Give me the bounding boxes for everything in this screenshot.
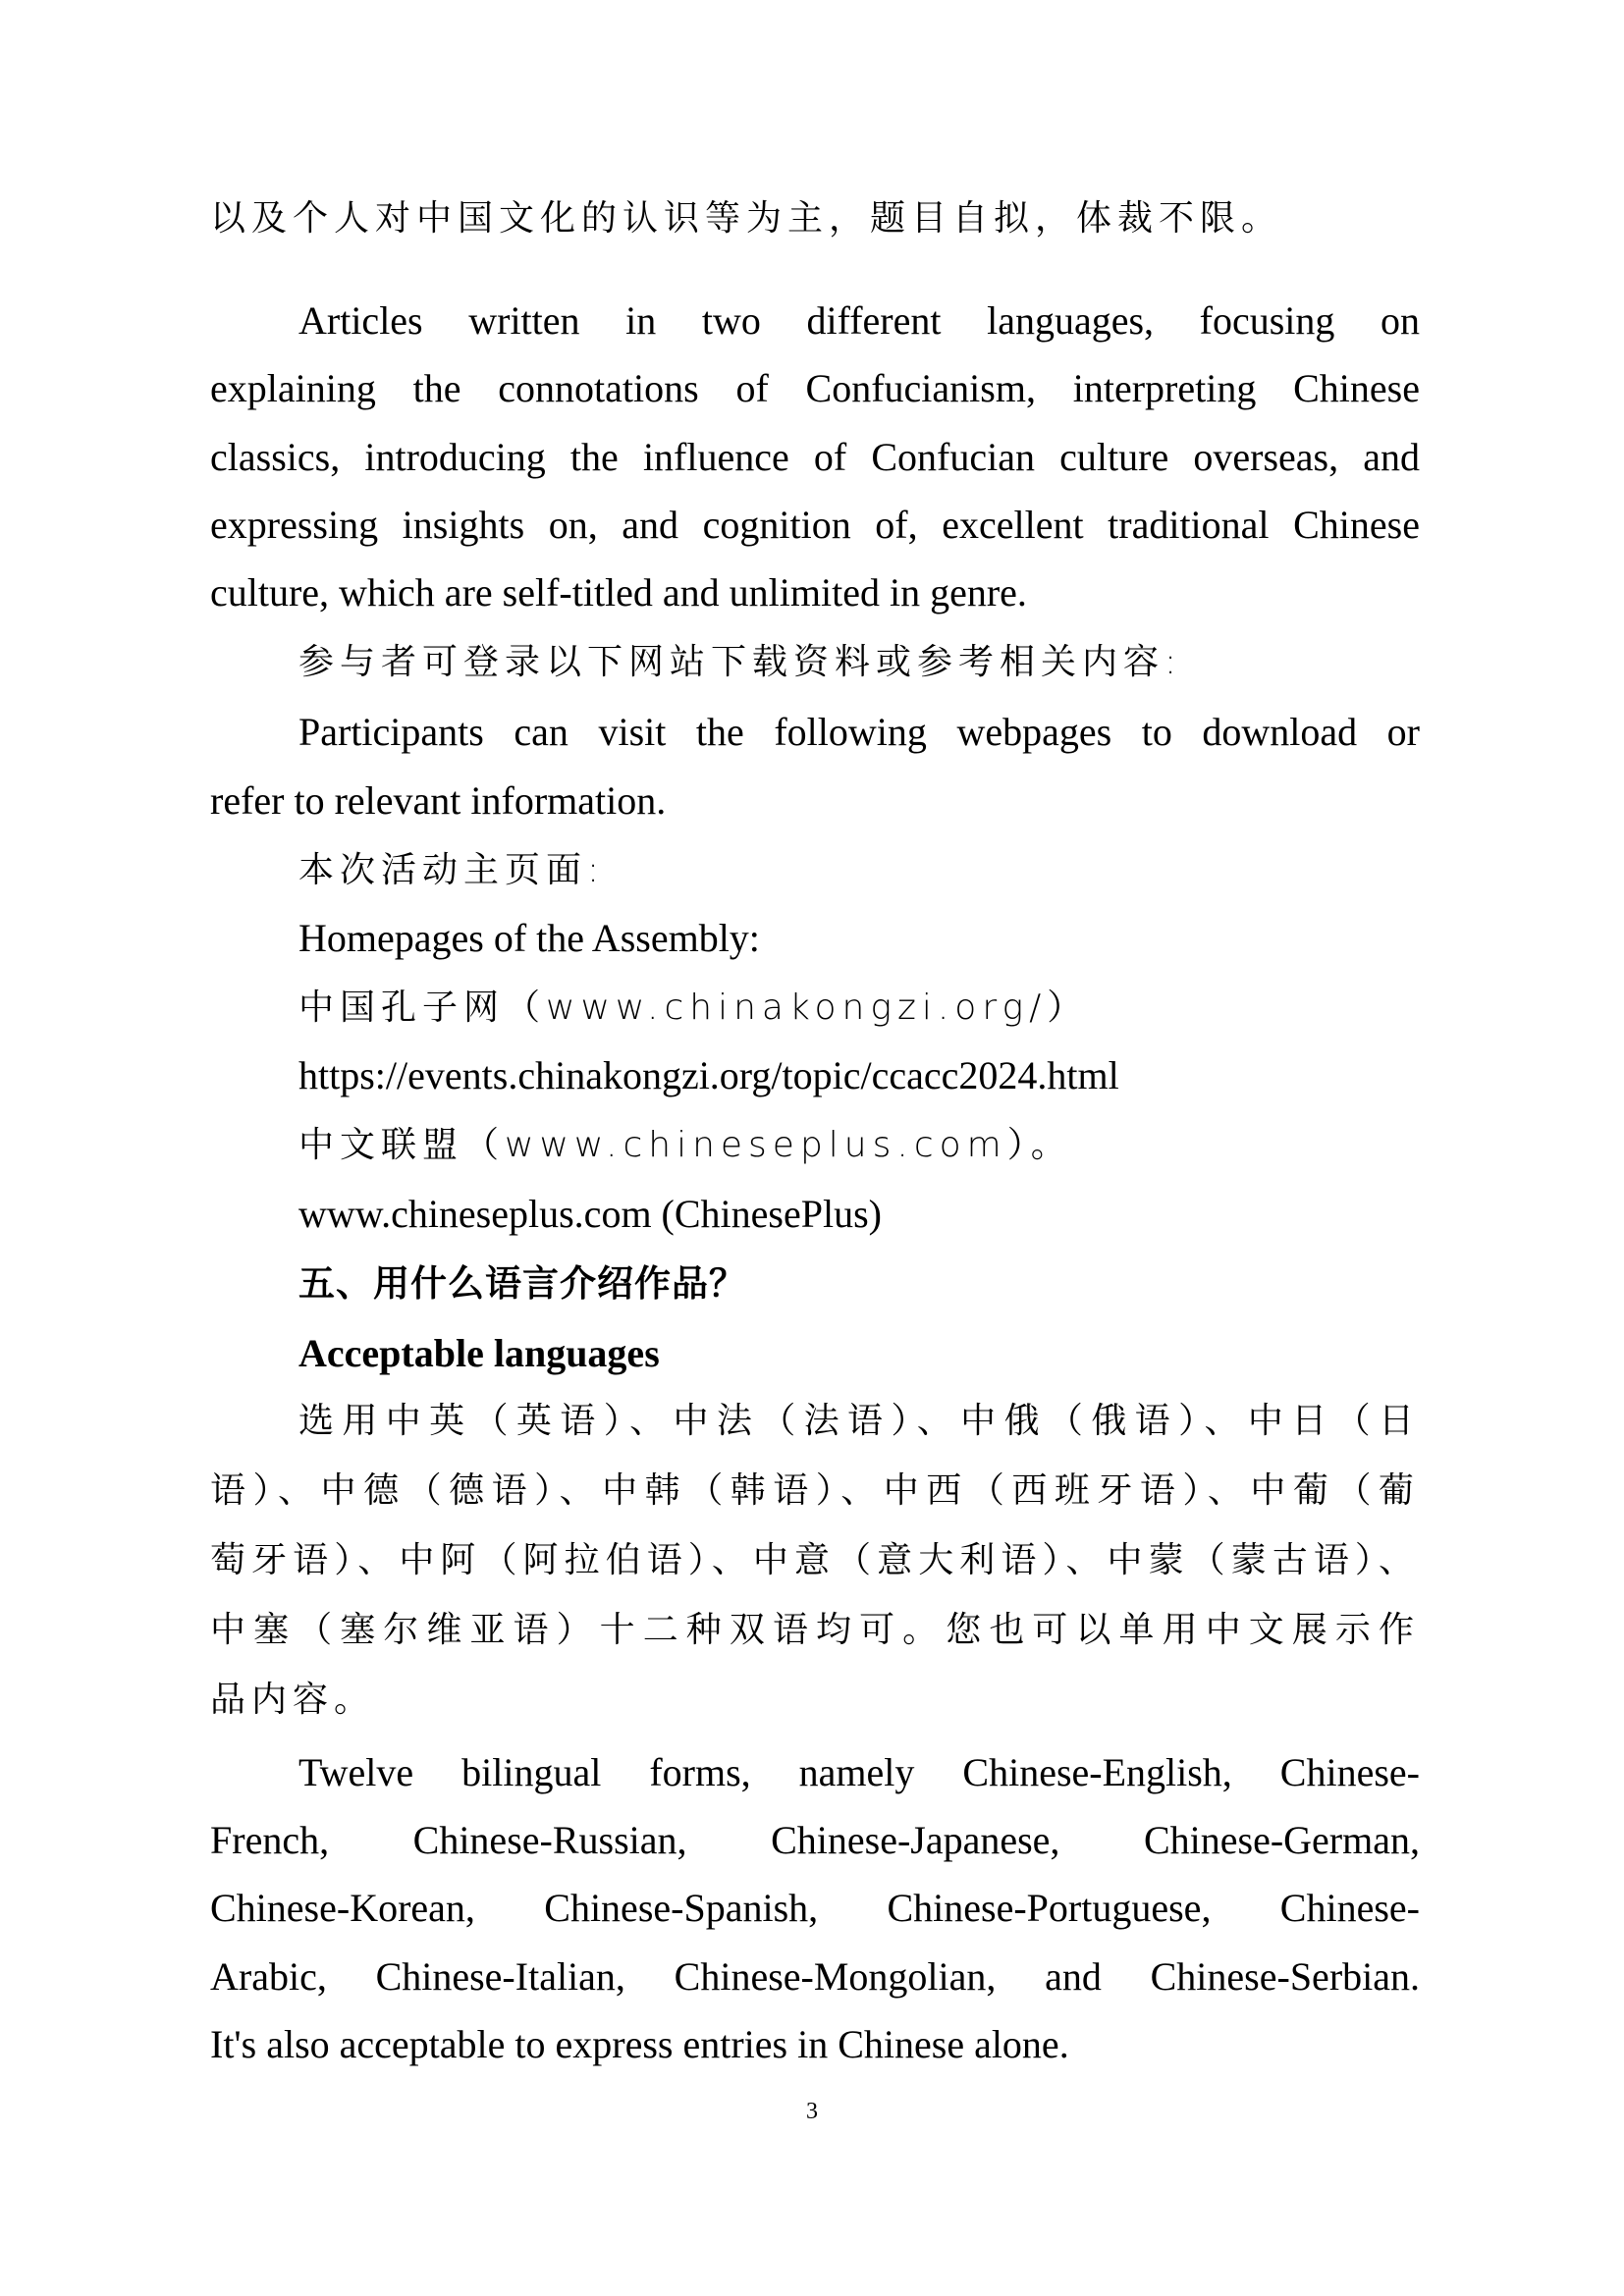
section-heading-en: Acceptable languages bbox=[298, 1331, 660, 1375]
paragraph-line-en-articles: Articles written in two different languages, focusing on bbox=[298, 298, 1420, 343]
paragraph-line-en-languages: It's also acceptable to express entries in Chinese alone. bbox=[210, 2022, 1069, 2066]
paragraph-line-cn-languages: 语）、中德（德语）、中韩（韩语）、中西（西班牙语）、中葡（葡 bbox=[210, 1470, 1420, 1511]
paragraph-line-en-participants: Participants can visit the following webpages to download or bbox=[298, 710, 1420, 754]
link-event-page[interactable]: https://events.chinakongzi.org/topic/ccacc2024.html bbox=[298, 1053, 1119, 1097]
homepage-label-en: Homepages of the Assembly: bbox=[298, 916, 760, 960]
paragraph-line-cn-intro-end: 以及个人对中国文化的认识等为主，题目自拟，体裁不限。 bbox=[210, 198, 1283, 239]
link-chineseplus-cn[interactable]: 中文联盟（www.chineseplus.com）。 bbox=[298, 1125, 1072, 1165]
page-number: 3 bbox=[806, 2099, 818, 2124]
link-chineseplus-en[interactable]: www.chineseplus.com (ChinesePlus) bbox=[298, 1192, 882, 1236]
paragraph-line-en-articles: culture, which are self-titled and unlimited in genre. bbox=[210, 570, 1027, 614]
section-heading-cn: 五、用什么语言介绍作品？ bbox=[298, 1262, 746, 1305]
paragraph-line-en-languages: Chinese-Korean, Chinese-Spanish, Chinese-Portuguese, Chinese- bbox=[210, 1886, 1420, 1930]
paragraph-line-en-languages: French, Chinese-Russian, Chinese-Japanese, Chinese-German, bbox=[210, 1818, 1420, 1862]
paragraph-line-en-articles: classics, introducing the influence of Confucian culture overseas, and bbox=[210, 435, 1420, 479]
link-chinakongzi[interactable]: 中国孔子网（www.chinakongzi.org/） bbox=[298, 988, 1089, 1028]
paragraph-line-cn-languages: 选用中英（英语）、中法（法语）、中俄（俄语）、中日（日 bbox=[298, 1401, 1420, 1441]
paragraph-line-cn-languages: 品内容。 bbox=[210, 1680, 376, 1720]
homepage-label-cn: 本次活动主页面: bbox=[298, 850, 606, 890]
paragraph-line-en-articles: explaining the connotations of Confucianism, interpreting Chinese bbox=[210, 366, 1420, 410]
paragraph-line-en-languages: Twelve bilingual forms, namely Chinese-English, Chinese- bbox=[298, 1750, 1420, 1794]
paragraph-line-cn-languages: 中塞（塞尔维亚语）十二种双语均可。您也可以单用中文展示作 bbox=[210, 1610, 1420, 1650]
paragraph-line-cn-languages: 萄牙语）、中阿（阿拉伯语）、中意（意大利语）、中蒙（蒙古语）、 bbox=[210, 1540, 1420, 1580]
paragraph-line-cn-participants: 参与者可登录以下网站下载资料或参考相关内容: bbox=[298, 642, 1183, 682]
paragraph-line-en-participants: refer to relevant information. bbox=[210, 778, 667, 823]
paragraph-line-en-articles: expressing insights on, and cognition of, excellent traditional Chinese bbox=[210, 503, 1420, 547]
paragraph-line-en-languages: Arabic, Chinese-Italian, Chinese-Mongolian, and Chinese-Serbian. bbox=[210, 1954, 1420, 1999]
